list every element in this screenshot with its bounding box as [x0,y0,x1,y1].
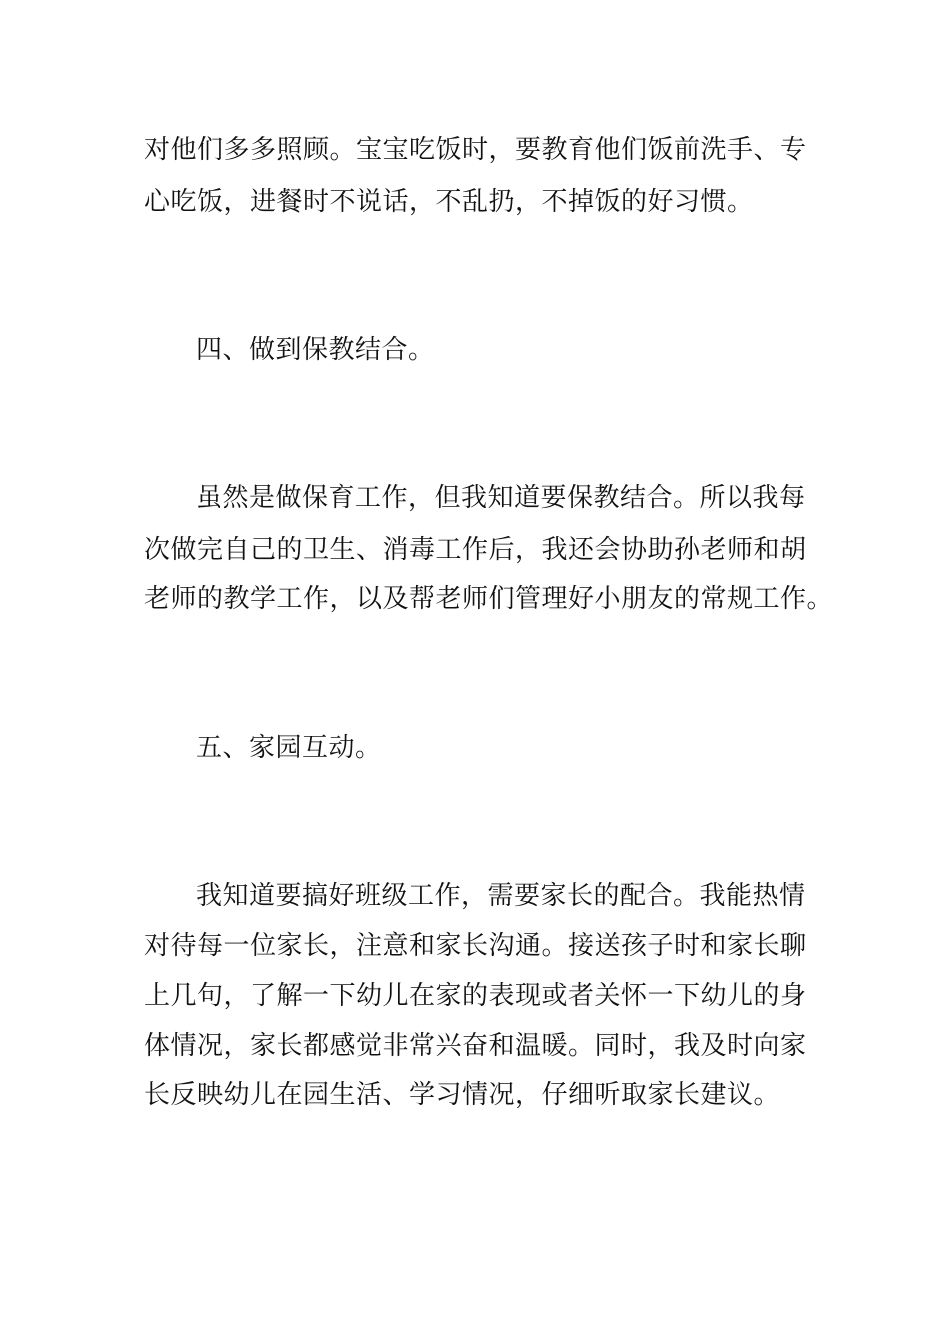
paragraph-5-line-5: 长反映幼儿在园生活、学习情况，仔细听取家长建议。 [144,1080,781,1110]
paragraph-4-line-2: 次做完自己的卫生、消毒工作后，我还会协助孙老师和胡 [144,535,807,565]
paragraph-5-line-4: 体情况，家长都感觉非常兴奋和温暖。同时，我及时向家 [144,1031,807,1061]
section-heading-5: 五、家园互动。 [196,733,382,763]
paragraph-5-line-2: 对待每一位家长，注意和家长沟通。接送孩子时和家长聊 [144,931,807,961]
paragraph-5-line-3: 上几句，了解一下幼儿在家的表现或者关怀一下幼儿的身 [144,981,807,1011]
section-heading-4: 四、做到保教结合。 [196,335,435,365]
paragraph-continued-line-1: 对他们多多照顾。宝宝吃饭时，要教育他们饭前洗手、专 [144,135,807,165]
paragraph-5-line-1: 我知道要搞好班级工作，需要家长的配合。我能热情 [196,881,806,911]
paragraph-4-line-1: 虽然是做保育工作，但我知道要保教结合。所以我每 [196,483,806,513]
paragraph-continued-line-2: 心吃饭，进餐时不说话，不乱扔，不掉饭的好习惯。 [144,187,754,217]
paragraph-4-line-3: 老师的教学工作，以及帮老师们管理好小朋友的常规工作。 [144,584,834,614]
